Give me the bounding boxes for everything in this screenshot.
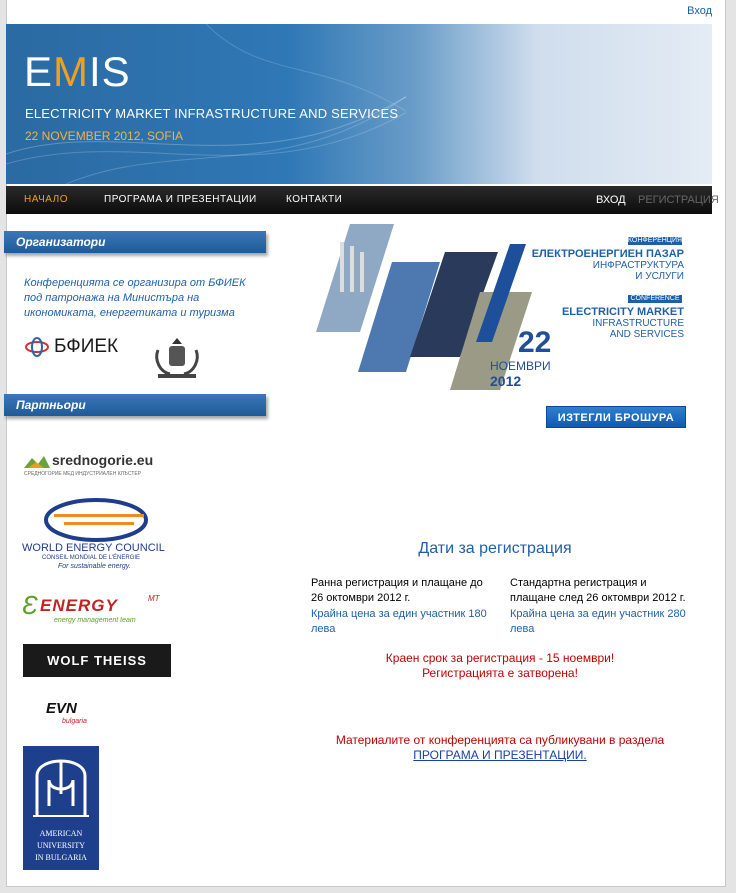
coat-of-arms-icon	[152, 336, 202, 380]
promo-year: 2012	[490, 373, 522, 389]
organizers-text: Конференцията се организира от БФИЕК под патронажа на Министъра на икономиката, енергетиката и туризма	[24, 277, 246, 319]
nav-item-contacts[interactable]: КОНТАКТИ	[286, 194, 343, 205]
promo-month: НОЕМВРИ	[490, 359, 551, 373]
header-banner	[6, 24, 712, 184]
banner-subtitle: ELECTRICITY MARKET INFRASTRUCTURE AND SERVICES	[25, 106, 399, 121]
conf-bg-title: ЕЛЕКТРОЕНЕРГИЕН ПАЗАР	[531, 248, 684, 260]
wec-icon	[44, 498, 154, 542]
registration-title: Дати за регистрация	[418, 540, 572, 557]
main-nav	[6, 186, 719, 214]
organizers-heading: Организатори	[4, 231, 266, 253]
registration-deadline: Краен срок за регистрация - 15 ноември!	[385, 651, 615, 665]
materials-note: Материалите от конференцията са публикувани в раздела	[335, 733, 665, 747]
srednogorie-logo[interactable]: srednogorie.eu СРЕДНОГОРИЕ МЕД ИНДУСТРИАЛЕН КЛЪСТЕР	[24, 452, 154, 477]
standard-registration-price: Крайна цена за един участник 280 лева	[510, 608, 686, 635]
early-registration-text: Ранна регистрация и плащане до 26 октомври 2012 г.	[311, 577, 483, 604]
early-registration-price: Крайна цена за един участник 180 лева	[311, 608, 487, 635]
bfiek-icon	[24, 336, 50, 358]
evn-logo[interactable]: EVN bulgaria	[46, 700, 87, 725]
conf-bg-tag: КОНФЕРЕНЦИЯ	[627, 237, 683, 244]
nav-item-home[interactable]: НАЧАЛО	[24, 194, 69, 205]
bfiek-logo[interactable]: БФИЕК	[24, 336, 134, 358]
registration-closed: Регистрацията е затворена!	[422, 666, 578, 680]
wolf-theiss-logo[interactable]: WOLF THEISS	[23, 644, 171, 677]
conf-en-title: ELECTRICITY MARKET	[561, 306, 684, 318]
conf-bg-sub1: ИНФРАСТРУКТУРА	[592, 260, 684, 271]
conference-promo-graphic	[310, 222, 690, 394]
srednogorie-icon	[24, 454, 50, 470]
nav-register: РЕГИСТРАЦИЯ	[638, 194, 719, 206]
nav-login[interactable]: ВХОД	[596, 194, 626, 206]
aubg-logo[interactable]: AMERICAN UNIVERSITY IN BULGARIA	[23, 746, 99, 870]
conf-bg-sub2: И УСЛУГИ	[635, 271, 684, 282]
conf-en-sub1: INFRASTRUCTURE	[592, 318, 684, 329]
conf-en-tag: CONFERENCE	[630, 295, 680, 302]
world-energy-council-logo[interactable]: WORLD ENERGY COUNCIL CONSEIL MONDIAL DE L'ÉNERGIE For sustainable energy.	[22, 498, 182, 576]
partners-heading: Партньори	[4, 394, 266, 416]
aubg-icon	[23, 746, 99, 824]
download-brochure-button[interactable]: ИЗТЕГЛИ БРОШУРА	[546, 406, 686, 428]
energy-mt-logo[interactable]: Ɛ ENERGY MT energy management team	[22, 590, 160, 624]
nav-item-program[interactable]: ПРОГРАМА И ПРЕЗЕНТАЦИИ	[104, 194, 257, 205]
banner-title: EMIS	[24, 48, 131, 95]
conf-en-sub2: AND SERVICES	[609, 329, 684, 340]
banner-date: 22 NOVEMBER 2012, SOFIA	[25, 129, 184, 143]
promo-day: 22	[518, 326, 552, 359]
materials-link[interactable]: ПРОГРАМА И ПРЕЗЕНТАЦИИ.	[413, 748, 587, 762]
standard-registration-text: Стандартна регистрация и плащане след 26 октомври 2012 г.	[510, 577, 686, 604]
login-link[interactable]: Вход	[687, 5, 712, 17]
